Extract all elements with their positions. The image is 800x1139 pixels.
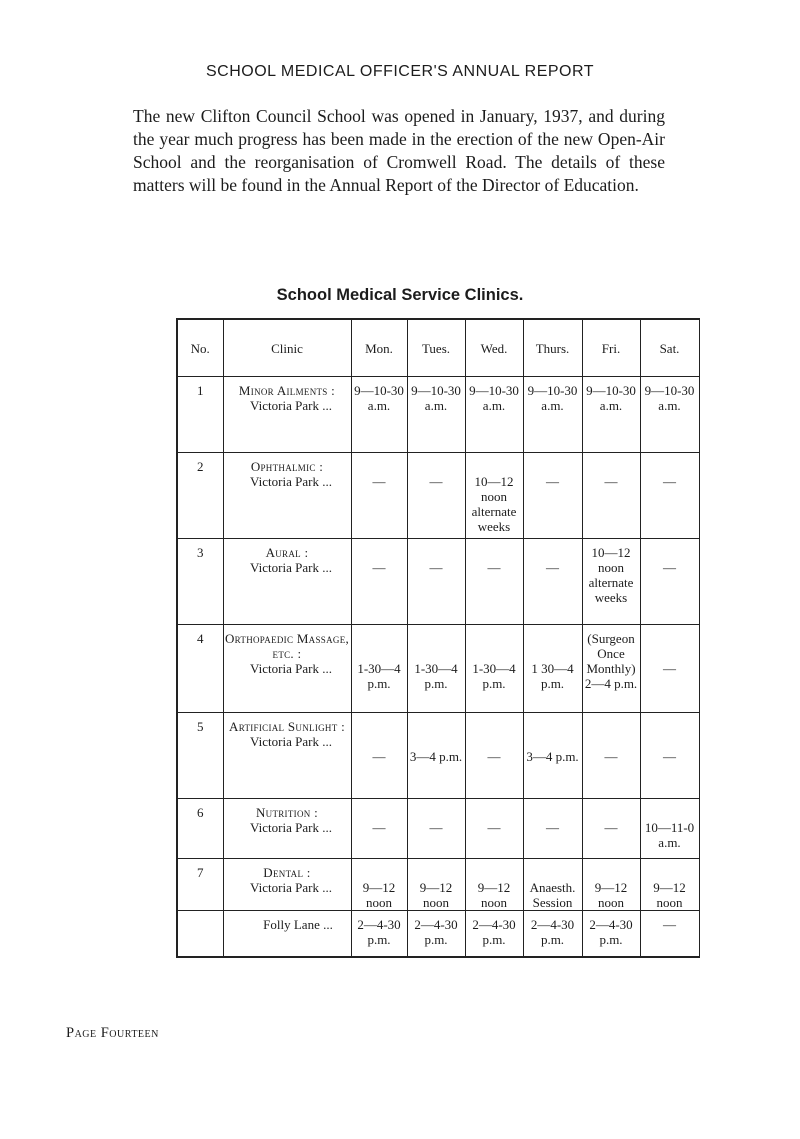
table-header-row [177,319,699,377]
sat-cell: — [640,625,699,713]
fri-cell: — [582,453,640,539]
clinics-table [176,318,700,958]
thu-cell: 2—4-30 p.m. [523,911,582,957]
sat-cell: 9—12 noon [640,859,699,911]
tue-cell: — [407,453,465,539]
thu-cell: — [523,539,582,625]
row-number: 7 [177,859,223,911]
row-number [177,911,223,957]
clinic-name: Nutrition : [255,805,319,820]
fri-cell: 9—10-30 a.m. [582,377,640,453]
mon-cell: 1-30—4 p.m. [351,625,407,713]
clinic-cell [223,859,351,911]
clinic-cell [223,911,351,957]
mon-cell: — [351,539,407,625]
tue-cell: — [407,799,465,859]
column-header-mon: Mon. [351,319,407,377]
table-row [177,799,699,859]
page-header: SCHOOL MEDICAL OFFICER'S ANNUAL REPORT [205,63,595,80]
clinic-cell [223,625,351,713]
sat-cell: — [640,453,699,539]
mon-cell: — [351,799,407,859]
row-number: 1 [177,377,223,453]
column-header-clinic: Clinic [223,319,351,377]
row-number: 6 [177,799,223,859]
clinic-place: Victoria Park ... [250,398,332,413]
sat-cell: — [640,539,699,625]
row-number: 2 [177,453,223,539]
column-header-tue: Tues. [407,319,465,377]
sat-cell: 9—10-30 a.m. [640,377,699,453]
clinic-place: Victoria Park ... [250,560,332,575]
tue-cell: 2—4-30 p.m. [407,911,465,957]
clinic-name: Minor Ailments : [238,383,336,398]
wed-cell: — [465,539,523,625]
clinic-name: Aural : [265,545,309,560]
table-row [177,539,699,625]
wed-cell: 10—12 noon alternate weeks [465,453,523,539]
column-header-thu: Thurs. [523,319,582,377]
fri-cell: 10—12 noon alternate weeks [582,539,640,625]
thu-cell: 1 30—4 p.m. [523,625,582,713]
fri-cell: 9—12 noon [582,859,640,911]
column-header-fri: Fri. [582,319,640,377]
mon-cell: 9—12 noon [351,859,407,911]
page-number-footer: Page Fourteen [66,1025,159,1041]
clinic-cell [223,539,351,625]
tue-cell: 9—10-30 a.m. [407,377,465,453]
fri-cell: (Surgeon Once Monthly) 2—4 p.m. [582,625,640,713]
clinic-name: Dental : [263,865,311,880]
fri-cell: 2—4-30 p.m. [582,911,640,957]
clinic-place: Victoria Park ... [250,661,332,676]
table-row [177,453,699,539]
tue-cell: 3—4 p.m. [407,713,465,799]
sat-cell: 10—11-0 a.m. [640,799,699,859]
row-number: 3 [177,539,223,625]
thu-cell: — [523,453,582,539]
column-header-sat: Sat. [640,319,699,377]
wed-cell: 9—10-30 a.m. [465,377,523,453]
mon-cell: — [351,713,407,799]
mon-cell: — [351,453,407,539]
column-header-wed: Wed. [465,319,523,377]
thu-cell: 9—10-30 a.m. [523,377,582,453]
clinic-cell [223,799,351,859]
clinic-place: Folly Lane ... [263,917,333,932]
thu-cell: Anaesth. Session [523,859,582,911]
table-row [177,859,699,911]
wed-cell: 2—4-30 p.m. [465,911,523,957]
table-row [177,377,699,453]
clinic-cell [223,377,351,453]
wed-cell: — [465,799,523,859]
clinic-cell [223,453,351,539]
table-row [177,713,699,799]
fri-cell: — [582,799,640,859]
column-header-no: No. [177,319,223,377]
intro-paragraph: The new Clifton Council School was opened in January, 1937, and during the year much progress has been made in the erection of the new Open-Air School and the reorganisation of Cromwell Road. The details of these matters will be found in the Annual Report of the Director of Education. [133,106,665,195]
section-title: School Medical Service Clinics. [276,286,524,304]
clinic-name: Orthopaedic Massage, etc. : [224,631,350,661]
clinic-place: Victoria Park ... [250,474,332,489]
mon-cell: 2—4-30 p.m. [351,911,407,957]
row-number: 4 [177,625,223,713]
wed-cell: — [465,713,523,799]
thu-cell: 3—4 p.m. [523,713,582,799]
tue-cell: 9—12 noon [407,859,465,911]
table-row [177,625,699,713]
thu-cell: — [523,799,582,859]
table-row [177,911,699,957]
tue-cell: 1-30—4 p.m. [407,625,465,713]
clinic-place: Victoria Park ... [250,880,332,895]
clinic-cell [223,713,351,799]
clinic-place: Victoria Park ... [250,820,332,835]
tue-cell: — [407,539,465,625]
sat-cell: — [640,713,699,799]
fri-cell: — [582,713,640,799]
clinic-name: Ophthalmic : [250,459,324,474]
clinic-place: Victoria Park ... [250,734,332,749]
wed-cell: 1-30—4 p.m. [465,625,523,713]
row-number: 5 [177,713,223,799]
sat-cell: — [640,911,699,957]
clinic-name: Artificial Sunlight : [229,719,345,734]
wed-cell: 9—12 noon [465,859,523,911]
mon-cell: 9—10-30 a.m. [351,377,407,453]
